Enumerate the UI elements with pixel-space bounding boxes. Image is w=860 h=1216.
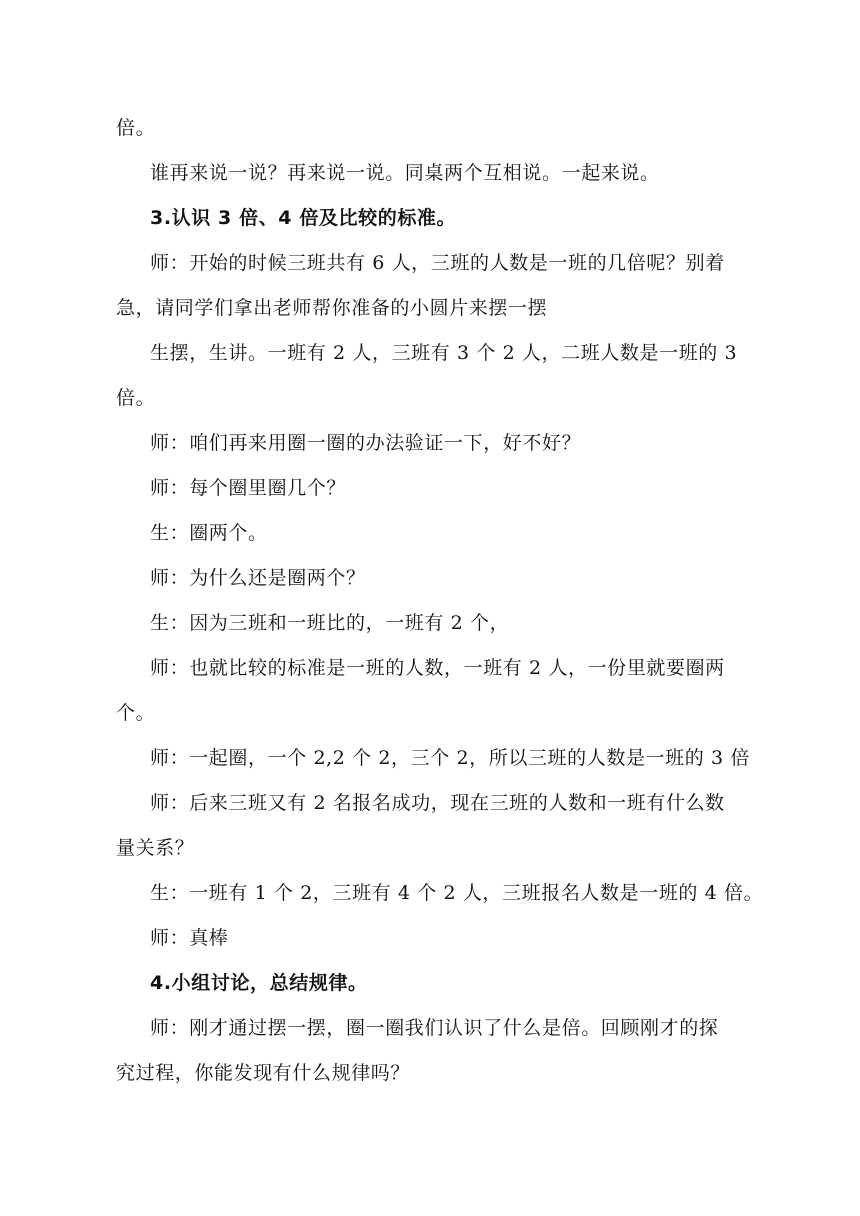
paragraph: 师：一起圈，一个 2,2 个 2，三个 2，所以三班的人数是一班的 3 倍 (150, 747, 750, 769)
paragraph: 谁再来说一说？再来说一说。同桌两个互相说。一起来说。 (150, 162, 660, 184)
paragraph: 师：为什么还是圈两个？ (150, 567, 366, 589)
paragraph: 师：开始的时候三班共有 6 人，三班的人数是一班的几倍呢？别着 (150, 252, 725, 274)
paragraph-continuation: 倍。 (116, 117, 156, 139)
paragraph: 师：后来三班又有 2 名报名成功，现在三班的人数和一班有什么数 (150, 792, 725, 814)
paragraph: 师：也就比较的标准是一班的人数，一班有 2 人，一份里就要圈两 (150, 657, 725, 679)
paragraph: 师：真棒 (150, 927, 229, 949)
section-heading: 3.认识 3 倍、4 倍及比较的标准。 (150, 207, 457, 229)
paragraph: 师：咱们再来用圈一圈的办法验证一下，好不好？ (150, 432, 582, 454)
paragraph: 生：一班有 1 个 2，三班有 4 个 2 人，三班报名人数是一班的 4 倍。 (150, 882, 764, 904)
paragraph: 师：每个圈里圈几个？ (150, 477, 347, 499)
section-heading: 4.小组讨论，总结规律。 (150, 972, 368, 994)
paragraph-continuation: 量关系？ (116, 837, 195, 859)
paragraph-continuation: 个。 (116, 702, 156, 724)
paragraph-continuation: 急，请同学们拿出老师帮你准备的小圆片来摆一摆 (116, 297, 548, 319)
paragraph: 生摆，生讲。一班有 2 人，三班有 3 个 2 人，二班人数是一班的 3 (150, 342, 738, 364)
paragraph: 师：刚才通过摆一摆，圈一圈我们认识了什么是倍。回顾刚才的探 (150, 1017, 719, 1039)
paragraph-continuation: 究过程，你能发现有什么规律吗？ (116, 1062, 411, 1084)
paragraph: 生：因为三班和一班比的，一班有 2 个， (150, 612, 510, 634)
paragraph-continuation: 倍。 (116, 387, 156, 409)
paragraph: 生：圈两个。 (150, 522, 268, 544)
